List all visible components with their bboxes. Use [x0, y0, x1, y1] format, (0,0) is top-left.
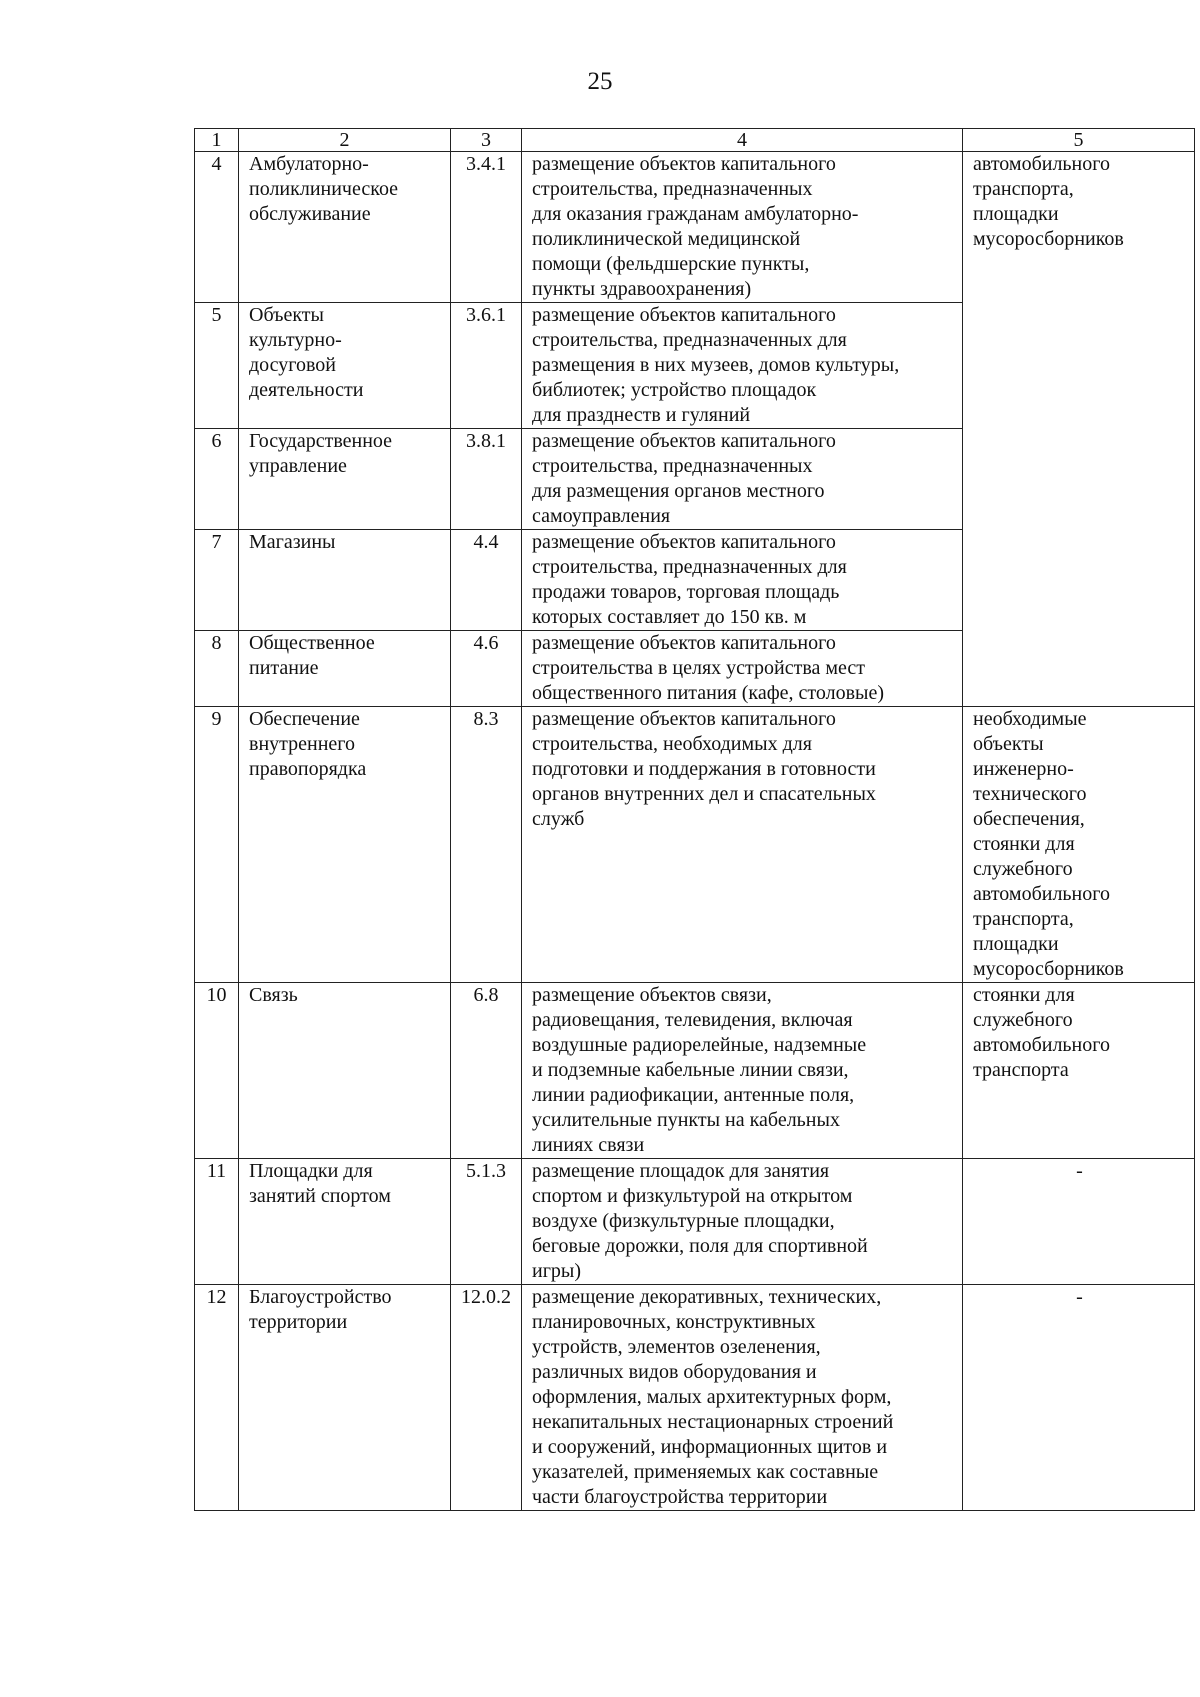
use-description: размещение объектов капитального строительства, предназначенных для размещения в них музеев, домов культуры, библиотек; устройство площадок для празднеств и гуляний	[522, 303, 963, 429]
use-name: Площадки для занятий спортом	[239, 1159, 451, 1285]
use-description: размещение объектов капитального строительства, предназначенных для оказания гражданам амбулаторно- поликлинической медицинской помощи (фельдшерские пункты, пункты здравоохранения)	[522, 152, 963, 303]
row-number: 8	[195, 631, 239, 707]
zoning-table	[194, 128, 1195, 1511]
table-row	[195, 1285, 1195, 1511]
use-requirements: автомобильного транспорта, площадки мусоросборников	[963, 152, 1195, 707]
use-description: размещение площадок для занятия спортом и физкультурой на открытом воздухе (физкультурные площадки, беговые дорожки, поля для спортивной игры)	[522, 1159, 963, 1285]
use-name: Амбулаторно- поликлиническое обслуживание	[239, 152, 451, 303]
use-code: 3.4.1	[451, 152, 522, 303]
use-code: 4.4	[451, 530, 522, 631]
use-code: 12.0.2	[451, 1285, 522, 1511]
use-name: Магазины	[239, 530, 451, 631]
use-requirements: -	[963, 1285, 1195, 1511]
use-description: размещение объектов капитального строительства в целях устройства мест общественного питания (кафе, столовые)	[522, 631, 963, 707]
row-number: 11	[195, 1159, 239, 1285]
header-cell: 5	[963, 129, 1195, 152]
use-code: 3.6.1	[451, 303, 522, 429]
table-row	[195, 1159, 1195, 1285]
use-name: Общественное питание	[239, 631, 451, 707]
use-description: размещение объектов капитального строительства, предназначенных для продажи товаров, торговая площадь которых составляет до 150 кв. м	[522, 530, 963, 631]
use-description: размещение объектов связи, радиовещания, телевидения, включая воздушные радиорелейные, надземные и подземные кабельные линии связи, линии радиофикации, антенные поля, усилительные пункты на кабельных линиях связи	[522, 983, 963, 1159]
use-name: Обеспечение внутреннего правопорядка	[239, 707, 451, 983]
use-name: Государственное управление	[239, 429, 451, 530]
use-code: 8.3	[451, 707, 522, 983]
table-row	[195, 152, 1195, 303]
row-number: 9	[195, 707, 239, 983]
row-number: 6	[195, 429, 239, 530]
use-requirements: необходимые объекты инженерно- технического обеспечения, стоянки для служебного автомобильного транспорта, площадки мусоросборников	[963, 707, 1195, 983]
use-name: Благоустройство территории	[239, 1285, 451, 1511]
page-number: 25	[587, 68, 613, 95]
use-code: 3.8.1	[451, 429, 522, 530]
header-cell: 1	[195, 129, 239, 152]
use-code: 5.1.3	[451, 1159, 522, 1285]
use-description: размещение объектов капитального строительства, предназначенных для размещения органов местного самоуправления	[522, 429, 963, 530]
use-name: Объекты культурно- досуговой деятельности	[239, 303, 451, 429]
header-cell: 3	[451, 129, 522, 152]
row-number: 12	[195, 1285, 239, 1511]
row-number: 4	[195, 152, 239, 303]
use-name: Связь	[239, 983, 451, 1159]
use-description: размещение декоративных, технических, планировочных, конструктивных устройств, элементов озеленения, различных видов оборудования и оформления, малых архитектурных форм, некапитальных нестационарных строений и сооружений, информационных щитов и указателей, применяемых как составные части благоустройства территории	[522, 1285, 963, 1511]
use-code: 6.8	[451, 983, 522, 1159]
row-number: 5	[195, 303, 239, 429]
use-code: 4.6	[451, 631, 522, 707]
table-row	[195, 983, 1195, 1159]
table-header-row	[195, 129, 1195, 152]
header-cell: 4	[522, 129, 963, 152]
use-requirements: стоянки для служебного автомобильного транспорта	[963, 983, 1195, 1159]
row-number: 10	[195, 983, 239, 1159]
header-cell: 2	[239, 129, 451, 152]
use-description: размещение объектов капитального строительства, необходимых для подготовки и поддержания в готовности органов внутренних дел и спасательных служб	[522, 707, 963, 983]
use-requirements: -	[963, 1159, 1195, 1285]
table-row	[195, 707, 1195, 983]
row-number: 7	[195, 530, 239, 631]
